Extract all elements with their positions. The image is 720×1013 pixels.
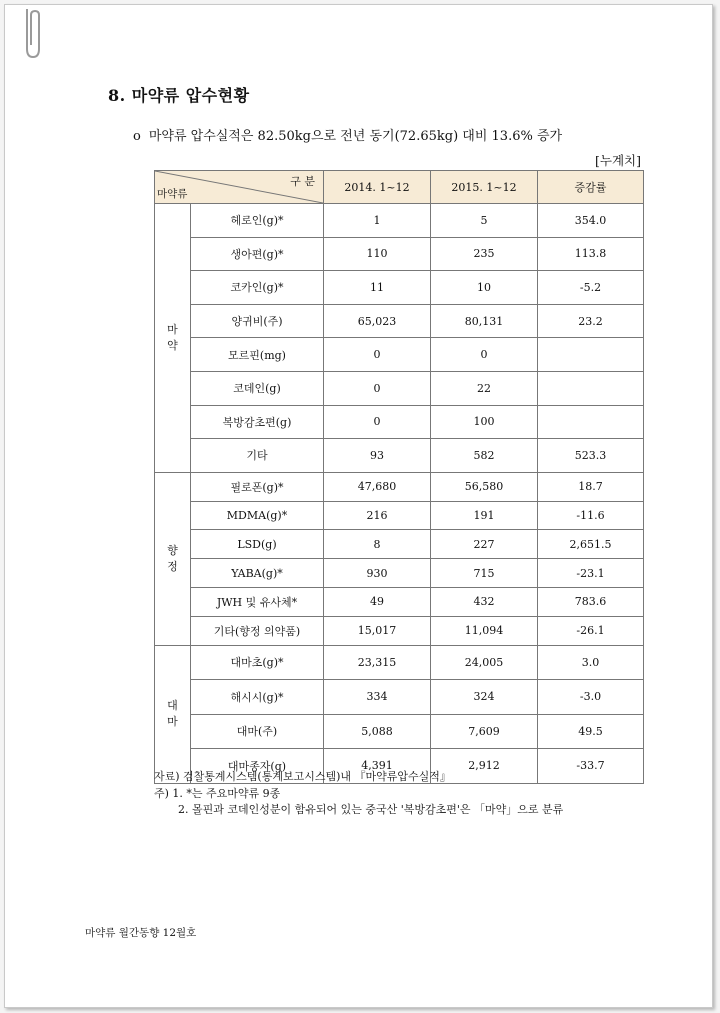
rate-cell: -5.2 (538, 271, 644, 305)
value-2015-cell: 582 (431, 439, 538, 473)
rate-cell: 49.5 (538, 714, 644, 749)
footnote-2: 2. 몰핀과 코데인성분이 함유되어 있는 중국산 '복방감초편'은 「마약」으로 분류 (178, 803, 564, 816)
item-cell: 코카인(g)* (191, 271, 324, 305)
table-row (155, 237, 644, 271)
rate-cell: 113.8 (538, 237, 644, 271)
section-heading: 8. 마약류 압수현황 (108, 86, 250, 105)
item-cell: 기타 (191, 439, 324, 473)
summary-line (133, 125, 562, 144)
group-label: 마 약 (155, 204, 191, 473)
value-2014-cell: 15,017 (324, 616, 431, 645)
item-cell: JWH 및 유사체* (191, 587, 324, 616)
item-cell: 코데인(g) (191, 371, 324, 405)
value-2014-cell: 110 (324, 237, 431, 271)
notes (154, 769, 563, 819)
value-2015-cell: 227 (431, 530, 538, 559)
value-2014-cell: 47,680 (324, 472, 431, 501)
value-2015-cell: 432 (431, 587, 538, 616)
item-cell: 생아편(g)* (191, 237, 324, 271)
value-2015-cell: 235 (431, 237, 538, 271)
item-cell: LSD(g) (191, 530, 324, 559)
value-2015-cell: 2,912 (431, 749, 538, 784)
header-rate: 증감률 (538, 171, 644, 204)
table-row (155, 338, 644, 372)
rate-cell: 783.6 (538, 587, 644, 616)
rate-cell: -23.1 (538, 559, 644, 588)
rate-cell: -3.0 (538, 680, 644, 715)
rate-cell (538, 338, 644, 372)
item-cell: 필로폰(g)* (191, 472, 324, 501)
item-cell: 양귀비(주) (191, 304, 324, 338)
value-2014-cell: 4,391 (324, 749, 431, 784)
rate-cell: 23.2 (538, 304, 644, 338)
table-row (155, 204, 644, 238)
value-2015-cell: 7,609 (431, 714, 538, 749)
item-cell: MDMA(g)* (191, 501, 324, 530)
table-row (155, 587, 644, 616)
value-2014-cell: 11 (324, 271, 431, 305)
page-footer: 마약류 월간동향 12월호 (85, 927, 197, 939)
item-cell: 대마(주) (191, 714, 324, 749)
value-2014-cell: 216 (324, 501, 431, 530)
summary-text: 마약류 압수실적은 82.50kg으로 전년 동기(72.65kg) 대비 13.6% 증가 (148, 129, 563, 144)
value-2014-cell: 49 (324, 587, 431, 616)
item-cell: YABA(g)* (191, 559, 324, 588)
rate-cell (538, 405, 644, 439)
value-2014-cell: 65,023 (324, 304, 431, 338)
seizure-table (154, 170, 644, 784)
table-row (155, 371, 644, 405)
value-2015-cell: 22 (431, 371, 538, 405)
table-row (155, 472, 644, 501)
value-2015-cell: 0 (431, 338, 538, 372)
value-2015-cell: 5 (431, 204, 538, 238)
table-row (155, 439, 644, 473)
table-row (155, 616, 644, 645)
item-cell: 복방감초편(g) (191, 405, 324, 439)
item-cell: 모르핀(mg) (191, 338, 324, 372)
rate-cell: -26.1 (538, 616, 644, 645)
source-note: 자료) 검찰통계시스템(통계보고시스템)내 『마약류압수실적』 (154, 770, 451, 783)
value-2015-cell: 10 (431, 271, 538, 305)
rate-cell: 2,651.5 (538, 530, 644, 559)
group-label: 대 마 (155, 645, 191, 783)
rate-cell (538, 371, 644, 405)
table-row (155, 530, 644, 559)
rate-cell: 3.0 (538, 645, 644, 680)
paperclip-icon (19, 5, 45, 61)
value-2014-cell: 8 (324, 530, 431, 559)
bullet-icon: o (133, 129, 141, 144)
table-body (155, 204, 644, 784)
table-header-row (155, 171, 644, 204)
table-row (155, 501, 644, 530)
rate-cell: -33.7 (538, 749, 644, 784)
value-2014-cell: 0 (324, 371, 431, 405)
table-row (155, 405, 644, 439)
value-2015-cell: 24,005 (431, 645, 538, 680)
value-2014-cell: 0 (324, 338, 431, 372)
document-page (4, 4, 713, 1008)
table-row (155, 304, 644, 338)
value-2015-cell: 324 (431, 680, 538, 715)
rate-cell: 354.0 (538, 204, 644, 238)
rate-cell: 18.7 (538, 472, 644, 501)
table-row (155, 559, 644, 588)
item-cell: 대마종자(g) (191, 749, 324, 784)
value-2015-cell: 715 (431, 559, 538, 588)
value-2014-cell: 5,088 (324, 714, 431, 749)
header-drug-label: 마약류 (157, 188, 188, 200)
header-category-cell (155, 171, 324, 204)
value-2014-cell: 334 (324, 680, 431, 715)
value-2014-cell: 0 (324, 405, 431, 439)
rate-cell: -11.6 (538, 501, 644, 530)
header-2015: 2015. 1~12 (431, 171, 538, 204)
item-cell: 기타(향정 의약품) (191, 616, 324, 645)
value-2015-cell: 100 (431, 405, 538, 439)
item-cell: 해시시(g)* (191, 680, 324, 715)
table-row (155, 271, 644, 305)
unit-note: [누계치] (595, 153, 641, 168)
value-2014-cell: 93 (324, 439, 431, 473)
value-2015-cell: 11,094 (431, 616, 538, 645)
table-row (155, 645, 644, 680)
header-division-label: 구 분 (290, 175, 315, 188)
value-2014-cell: 930 (324, 559, 431, 588)
value-2015-cell: 191 (431, 501, 538, 530)
item-cell: 대마초(g)* (191, 645, 324, 680)
footnote-1: 주) 1. *는 주요마약류 9종 (154, 786, 281, 800)
value-2014-cell: 23,315 (324, 645, 431, 680)
header-2014: 2014. 1~12 (324, 171, 431, 204)
table-row (155, 680, 644, 715)
value-2015-cell: 80,131 (431, 304, 538, 338)
rate-cell: 523.3 (538, 439, 644, 473)
value-2014-cell: 1 (324, 204, 431, 238)
group-label: 향 정 (155, 472, 191, 645)
item-cell: 헤로인(g)* (191, 204, 324, 238)
value-2015-cell: 56,580 (431, 472, 538, 501)
table-row (155, 714, 644, 749)
